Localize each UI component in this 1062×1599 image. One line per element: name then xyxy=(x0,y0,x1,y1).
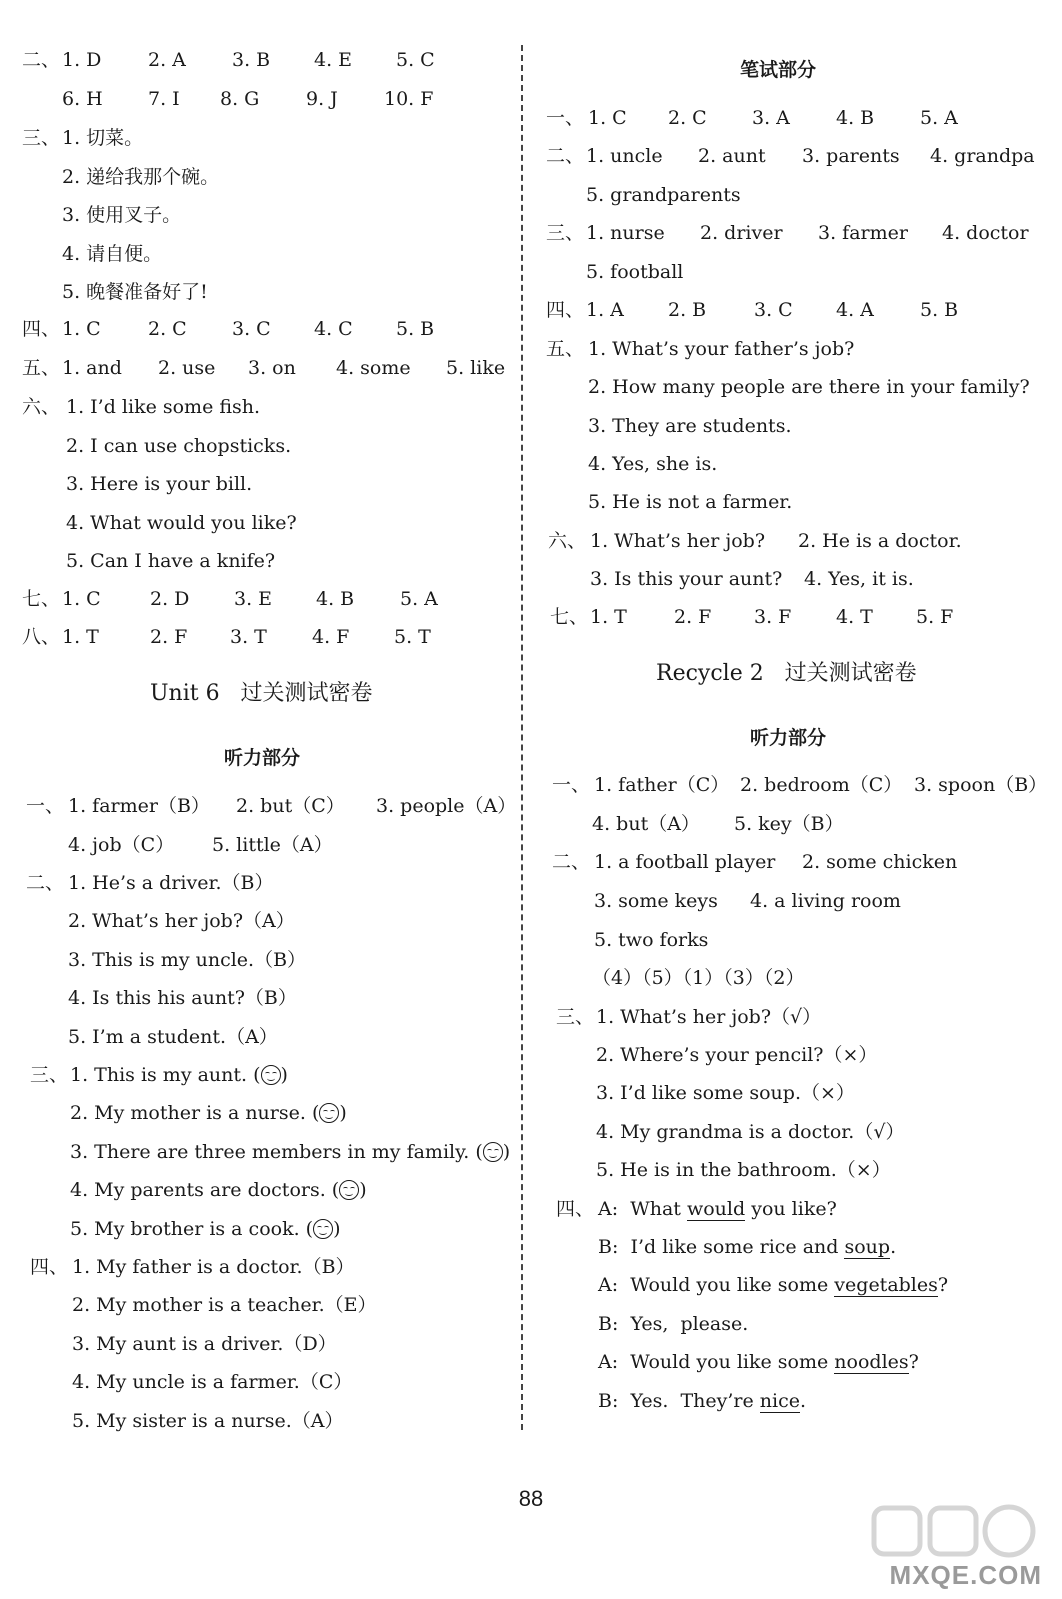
answer: 5. football xyxy=(586,261,684,283)
answer: 3. some keys xyxy=(594,890,718,912)
answer: 4. What would you like? xyxy=(66,512,297,534)
answer: 5. A xyxy=(920,107,958,129)
dialogue-line: A: What would you like? xyxy=(598,1198,837,1220)
answer: （4）（5）（1）（3）（2） xyxy=(592,967,805,989)
answer: 1. T xyxy=(62,626,99,648)
answer: 3. spoon（B） xyxy=(914,774,1048,796)
answer: 1. 切菜。 xyxy=(62,127,144,149)
answer: 5. F xyxy=(916,606,954,628)
answer: 3. C xyxy=(232,318,271,340)
answer: 2. How many people are there in your family? xyxy=(588,376,1030,398)
answer: 2. C xyxy=(668,107,707,129)
page-number: 88 xyxy=(518,1486,544,1511)
answer: 4. grandpa xyxy=(930,145,1035,167)
answer-line: 5. My brother is a cook. ( ) xyxy=(70,1218,341,1240)
section-prefix: 一、 xyxy=(552,774,591,796)
answer: 4. a living room xyxy=(750,890,901,912)
answer: 2. Where’s your pencil?（×） xyxy=(596,1044,878,1066)
answer: 1. What’s your father’s job? xyxy=(588,338,855,360)
section-prefix: 二、 xyxy=(546,145,585,167)
answer: 5. C xyxy=(396,49,435,71)
answer: 5. A xyxy=(400,588,438,610)
answer: 4. F xyxy=(312,626,350,648)
answer: 1. C xyxy=(62,588,101,610)
answer: 1. T xyxy=(590,606,627,628)
answer: 4. A xyxy=(836,299,874,321)
answer: 6. H xyxy=(62,88,103,110)
answer: 3. C xyxy=(754,299,793,321)
dialogue-line: B: I’d like some rice and soup. xyxy=(598,1236,897,1258)
answer: 3. people（A） xyxy=(376,795,517,817)
section-prefix: 六、 xyxy=(22,396,61,418)
answer: 4. My uncle is a farmer.（C） xyxy=(72,1371,353,1393)
answer: 4. B xyxy=(316,588,355,610)
answer: 4. job（C） xyxy=(68,834,175,856)
section-prefix: 一、 xyxy=(26,795,65,817)
answer: 5. He is not a farmer. xyxy=(588,491,793,513)
answer: 2. use xyxy=(158,357,216,379)
section-prefix: 八、 xyxy=(22,626,61,648)
answer: 2. F xyxy=(674,606,712,628)
section-heading: 笔试部分 xyxy=(740,59,817,81)
answer: 3. on xyxy=(248,357,296,379)
section-prefix: 二、 xyxy=(552,851,591,873)
answer: 2. I can use chopsticks. xyxy=(66,435,292,457)
column-divider xyxy=(521,45,523,1430)
answer: 5. My sister is a nurse.（A） xyxy=(72,1410,344,1432)
section-prefix: 七、 xyxy=(22,588,61,610)
smiley-face-icon xyxy=(313,1219,333,1239)
section-prefix: 二、 xyxy=(22,49,61,71)
answer: 3. My aunt is a driver.（D） xyxy=(72,1333,337,1355)
answer: 5. B xyxy=(920,299,959,321)
fill-answer: noodles xyxy=(834,1351,909,1373)
section-prefix: 四、 xyxy=(546,299,585,321)
answer: 4. C xyxy=(314,318,353,340)
answer: 9. J xyxy=(306,88,338,110)
answer: 2. some chicken xyxy=(802,851,958,873)
answer: 1. and xyxy=(62,357,122,379)
smiley-face-icon xyxy=(261,1065,281,1085)
section-prefix: 四、 xyxy=(22,318,61,340)
answer: 2. aunt xyxy=(698,145,766,167)
section-prefix: 一、 xyxy=(546,107,585,129)
answer: 4. Yes, it is. xyxy=(804,568,914,590)
answer: 5. He is in the bathroom.（×） xyxy=(596,1159,891,1181)
answer: 8. G xyxy=(220,88,260,110)
section-prefix: 七、 xyxy=(550,606,589,628)
section-prefix: 二、 xyxy=(26,872,65,894)
answer: 2. What’s her job?（A） xyxy=(68,910,295,932)
answer: 1. My father is a doctor.（B） xyxy=(72,1256,355,1278)
answer: 5. I’m a student.（A） xyxy=(68,1026,278,1048)
section-heading: 听力部分 xyxy=(224,747,301,769)
answer: 2. 递给我那个碗。 xyxy=(62,166,220,188)
answer: 2. D xyxy=(150,588,190,610)
answer: 1. C xyxy=(588,107,627,129)
answer: 1. father（C） xyxy=(594,774,730,796)
dialogue-line: A: Would you like some noodles? xyxy=(598,1351,919,1373)
smiley-face-icon xyxy=(319,1103,339,1123)
answer: 4. T xyxy=(836,606,873,628)
answer: 1. What’s her job?（√） xyxy=(596,1006,822,1028)
section-prefix: 四、 xyxy=(30,1256,69,1278)
unit-title: Recycle 2 过关测试密卷 xyxy=(656,661,917,686)
answer: 4. some xyxy=(336,357,411,379)
dialogue-line: A: Would you like some vegetables? xyxy=(598,1274,949,1296)
fill-answer: would xyxy=(686,1198,746,1220)
answer: 1. a football player xyxy=(594,851,776,873)
answer-line: 1. This is my aunt. ( ) xyxy=(70,1064,288,1086)
watermark-text: MXQE.COM xyxy=(889,1560,1042,1590)
answer: 3. parents xyxy=(802,145,900,167)
section-prefix: 三、 xyxy=(30,1064,69,1086)
answer: 5. 晚餐准备好了! xyxy=(62,281,208,303)
answer: 4. B xyxy=(836,107,875,129)
answer: 2. C xyxy=(148,318,187,340)
answer: 5. Can I have a knife? xyxy=(66,550,276,572)
fill-answer: nice xyxy=(759,1390,800,1412)
answer: 5. grandparents xyxy=(586,184,741,206)
answer: 1. nurse xyxy=(586,222,665,244)
answer: 1. He’s a driver.（B） xyxy=(68,872,274,894)
answer: 1. uncle xyxy=(586,145,663,167)
answer: 3. Here is your bill. xyxy=(66,473,253,495)
answer: 3. F xyxy=(754,606,792,628)
section-prefix: 四、 xyxy=(556,1198,595,1220)
answer: 2. B xyxy=(668,299,707,321)
answer: 3. Is this your aunt? xyxy=(590,568,783,590)
answer: 3. I’d like some soup.（×） xyxy=(596,1082,855,1104)
answer: 3. T xyxy=(230,626,267,648)
answer: 2. F xyxy=(150,626,188,648)
answer: 1. farmer（B） xyxy=(68,795,210,817)
answer: 5. B xyxy=(396,318,435,340)
answer: 7. I xyxy=(148,88,180,110)
answer-line: 3. There are three members in my family. ( ) xyxy=(70,1141,511,1163)
answer: 3. farmer xyxy=(818,222,908,244)
answer: 5. two forks xyxy=(594,929,709,951)
answer: 4. Is this his aunt?（B） xyxy=(68,987,297,1009)
answer: 3. A xyxy=(752,107,790,129)
section-prefix: 三、 xyxy=(546,222,585,244)
answer: 2. A xyxy=(148,49,186,71)
dialogue-line: B: Yes. They’re nice. xyxy=(598,1390,806,1412)
answer: 3. B xyxy=(232,49,271,71)
answer: 4. but（A） xyxy=(592,813,700,835)
answer: 2. but（C） xyxy=(236,795,345,817)
answer: 3. They are students. xyxy=(588,415,792,437)
answer: 5. little（A） xyxy=(212,834,333,856)
section-prefix: 六、 xyxy=(548,530,587,552)
answer: 3. 使用叉子。 xyxy=(62,204,182,226)
section-prefix: 三、 xyxy=(556,1006,595,1028)
fill-answer: soup xyxy=(844,1236,891,1258)
smiley-face-icon xyxy=(483,1142,503,1162)
section-prefix: 五、 xyxy=(22,357,61,379)
answer: 1. I’d like some fish. xyxy=(66,396,261,418)
answer: 4. Yes, she is. xyxy=(588,453,718,475)
answer: 1. D xyxy=(62,49,102,71)
answer: 3. This is my uncle.（B） xyxy=(68,949,307,971)
answer-line: 4. My parents are doctors. ( ) xyxy=(70,1179,367,1201)
answer-line: 2. My mother is a nurse. ( ) xyxy=(70,1102,347,1124)
answer: 1. C xyxy=(62,318,101,340)
answer: 1. A xyxy=(586,299,624,321)
answer: 4. doctor xyxy=(942,222,1029,244)
answer: 4. E xyxy=(314,49,353,71)
answer: 1. What’s her job? xyxy=(590,530,766,552)
section-prefix: 五、 xyxy=(546,338,585,360)
answer: 2. driver xyxy=(700,222,783,244)
answer: 5. key（B） xyxy=(734,813,844,835)
dialogue-line: B: Yes, please. xyxy=(598,1313,749,1335)
answer: 10. F xyxy=(384,88,434,110)
smiley-face-icon xyxy=(339,1180,359,1200)
unit-title: Unit 6 过关测试密卷 xyxy=(150,681,373,706)
answer: 5. like xyxy=(446,357,506,379)
section-heading: 听力部分 xyxy=(750,727,827,749)
section-prefix: 三、 xyxy=(22,127,61,149)
answer: 2. He is a doctor. xyxy=(798,530,962,552)
answer: 5. T xyxy=(394,626,431,648)
answer: 4. 请自便。 xyxy=(62,243,163,265)
answer: 2. bedroom（C） xyxy=(740,774,903,796)
fill-answer: vegetables xyxy=(834,1274,938,1296)
answer: 2. My mother is a teacher.（E） xyxy=(72,1294,377,1316)
answer: 3. E xyxy=(234,588,273,610)
answer: 4. My grandma is a doctor.（√） xyxy=(596,1121,905,1143)
